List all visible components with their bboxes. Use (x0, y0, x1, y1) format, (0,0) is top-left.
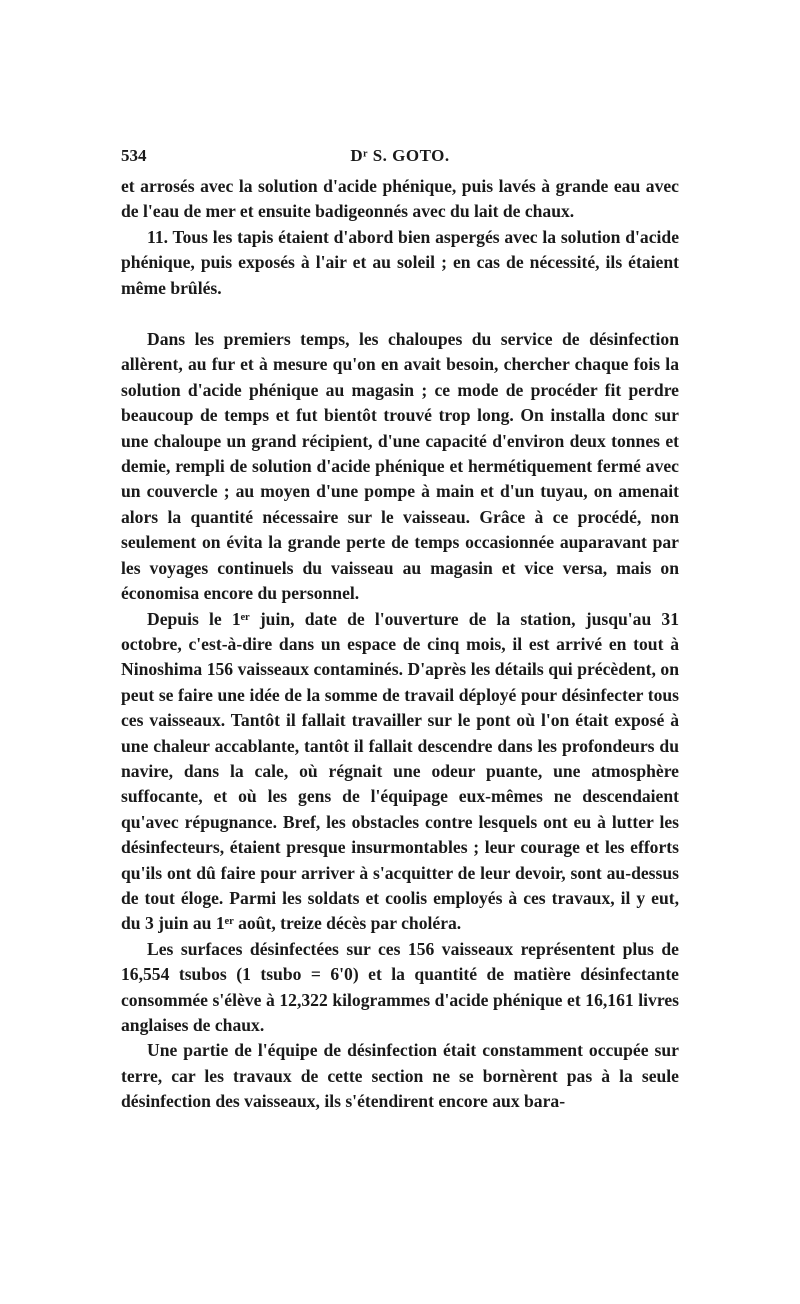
page-header (121, 146, 679, 170)
body-text (121, 174, 679, 1115)
paragraph-4: Depuis le 1ᵉʳ juin, date de l'ouverture de la station, jusqu'au 31 octobre, c'est-à-dire dans un espace de cinq mois, il est arrivé en tout à Ninoshima 156 vaisseaux contaminés. D'après les détails qui précèdent, on peut se faire une idée de la somme de travail déployé pour désinfecter tous ces vaisseaux. Tantôt il fallait travailler sur le pont où l'on était exposé à une chaleur accablante, tantôt il fallait descendre dans les profondeurs du navire, dans la cale, où régnait une odeur puante, une atmosphère suffocante, et où les gens de l'équipage eux-mêmes ne descendaient qu'avec répugnance. Bref, les obstacles contre lesquels ont eu à lutter les désinfecteurs, étaient presque insurmontables ; leur courage et les efforts qu'ils ont dû faire pour arriver à s'acquitter de leur devoir, sont au-dessus de tout éloge. Parmi les soldats et coolis employés à ces travaux, il y eut, du 3 juin au 1ᵉʳ août, treize décès par choléra. (121, 608, 679, 934)
paragraph-5: Les surfaces désinfectées sur ces 156 vaisseaux représentent plus de 16,554 tsubos (1 tsubo = 6'0) et la quantité de matière désinfectante consommée s'élève à 12,322 kilogrammes d'acide phénique et 16,161 livres anglaises de chaux. (121, 938, 679, 1035)
paragraph-2: 11. Tous les tapis étaient d'abord bien aspergés avec la solution d'acide phénique, puis exposés à l'air et au soleil ; en cas de nécessité, ils étaient même brûlés. (121, 226, 679, 298)
running-head: Dʳ S. GOTO. (350, 146, 450, 165)
page-number: 534 (121, 146, 147, 165)
paragraph-1: et arrosés avec la solution d'acide phénique, puis lavés à grande eau avec de l'eau de mer et ensuite badigeonnés avec du lait de chaux. (121, 176, 679, 222)
paragraph-3: Dans les premiers temps, les chaloupes du service de désinfection allèrent, au fur et à mesure qu'on en avait besoin, chercher chaque fois la solution d'acide phénique au magasin ; ce mode de procéder fit perdre beaucoup de temps et fut bientôt trouvé trop long. On installa donc sur une chaloupe un grand récipient, d'une capacité d'environ deux tonnes et demie, rempli de solution d'acide phénique et hermétiquement fermé avec un couvercle ; au moyen d'une pompe à main et d'un tuyau, on amenait alors la quantité nécessaire sur le vaisseau. Grâce à ce procédé, non seulement on évita la grande perte de temps occasionnée auparavant par les voyages continuels du vaisseau au magasin et vice versa, mais on économisa encore du personnel. (121, 329, 679, 604)
paragraph-6: Une partie de l'équipe de désinfection était constamment occupée sur terre, car les travaux de cette section ne se bornèrent pas à la seule désinfection des vaisseaux, ils s'étendirent encore aux bara- (121, 1040, 679, 1112)
